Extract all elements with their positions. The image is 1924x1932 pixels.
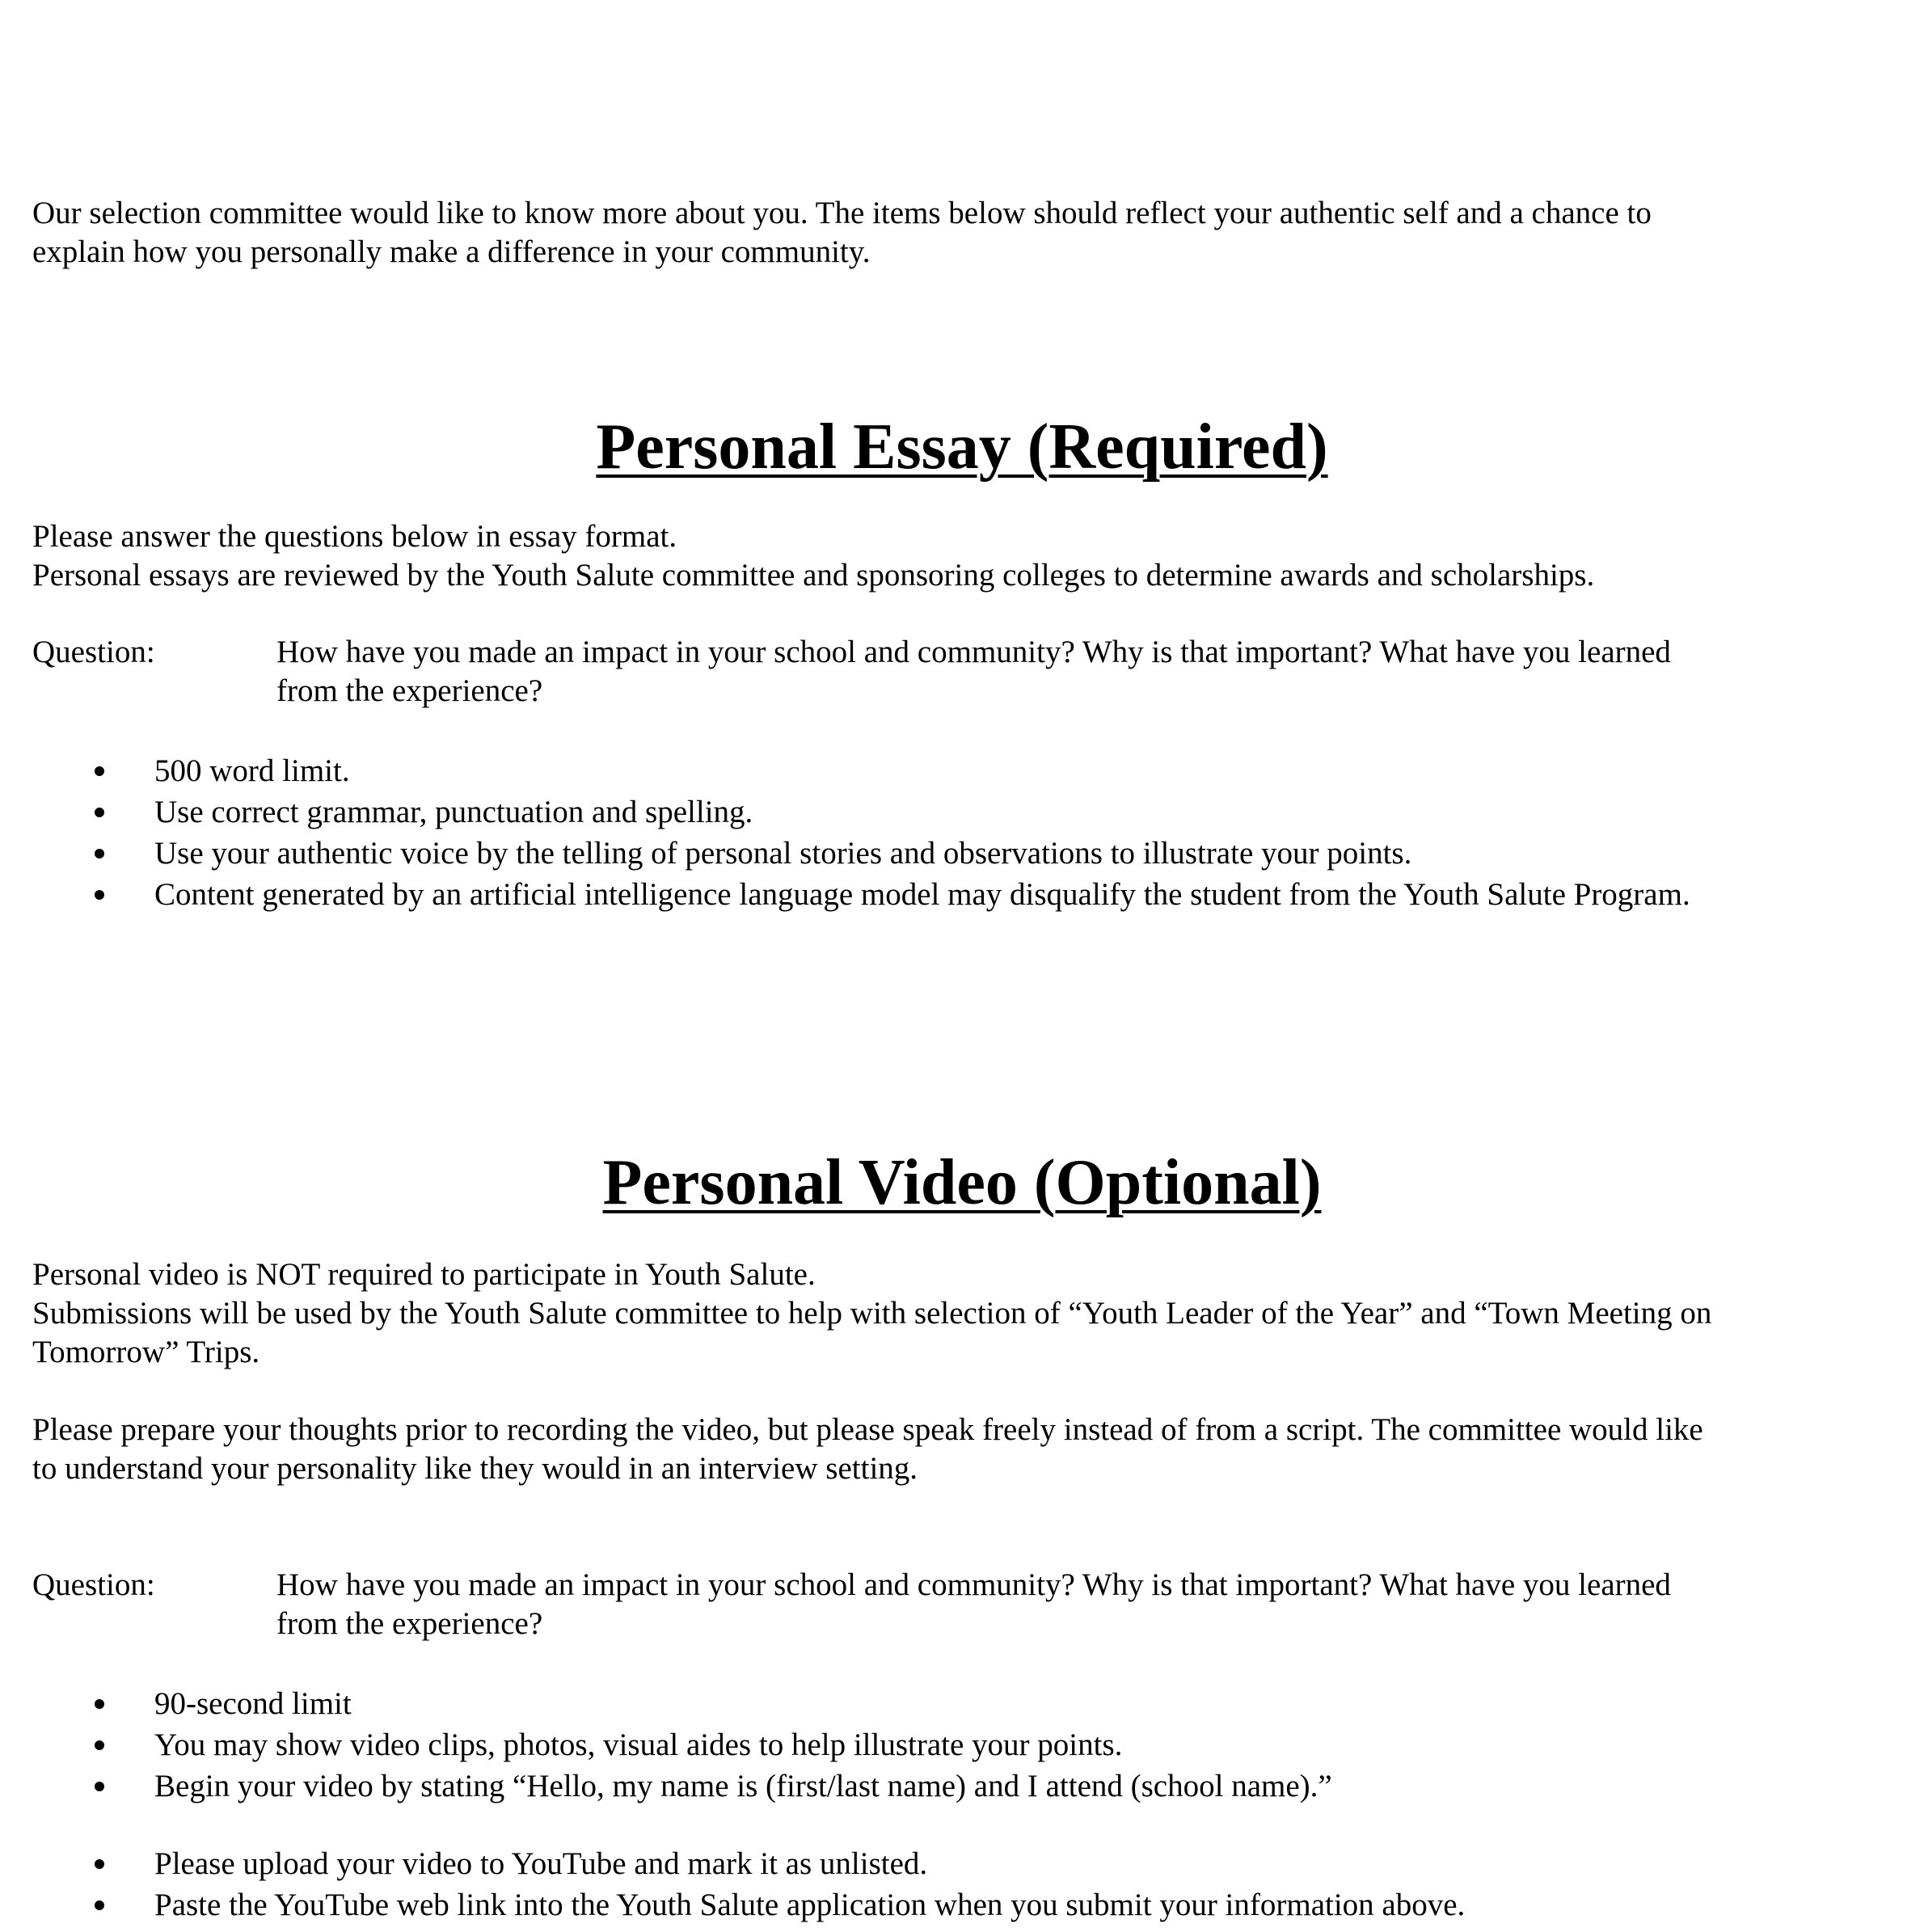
bullet-icon [95,1859,104,1869]
intro-line-1: Our selection committee would like to know more about you. The items below should reflect your authentic self and a chance to [32,196,1652,230]
essay-instructions-line-1: Please answer the questions below in essay format. [32,519,677,554]
video-question-line-1: How have you made an impact in your school and community? Why is that important? What have you learned [276,1567,1671,1602]
list-item [0,833,1924,874]
video-heading: Personal Video (Optional) [602,1147,1322,1218]
video-preparation-paragraph [32,1411,1892,1488]
video-question-label: Question: [32,1567,155,1602]
essay-question-label: Question: [32,635,155,669]
list-item-text: Use your authentic voice by the telling of personal stories and observations to illustrate your points. [154,836,1412,871]
list-item-text: Use correct grammar, punctuation and spelling. [154,795,753,829]
video-instructions [32,1255,1892,1372]
list-item [0,750,1924,791]
intro-paragraph [32,194,1892,272]
list-item [0,791,1924,833]
intro-line-2: explain how you personally make a difference in your community. [32,234,871,269]
video-requirements-list [0,1683,1924,1807]
video-instructions-line-3: Tomorrow” Trips. [32,1335,260,1369]
list-item [0,1884,1924,1926]
bullet-icon [95,1699,104,1709]
video-preparation-line-2: to understand your personality like they would in an interview setting. [32,1451,918,1486]
bullet-icon [95,890,104,900]
list-item-text: Please upload your video to YouTube and mark it as unlisted. [154,1846,928,1881]
essay-question-text [276,633,1812,711]
list-item [0,1765,1924,1807]
essay-requirements-list [0,750,1924,915]
list-item [0,874,1924,915]
bullet-icon [95,808,104,817]
bullet-icon [95,766,104,776]
bullet-icon [95,849,104,858]
essay-instructions-line-2: Personal essays are reviewed by the Youth Salute committee and sponsoring colleges to determine awards and scholarships. [32,558,1595,593]
video-preparation-line-1: Please prepare your thoughts prior to recording the video, but please speak freely instead of from a script. The committee would like [32,1412,1703,1447]
list-item [0,1724,1924,1765]
essay-instructions [32,517,1892,595]
video-instructions-line-2: Submissions will be used by the Youth Salute committee to help with selection of “Youth Leader of the Year” and “Town Meeting on [32,1296,1712,1331]
video-upload-list [0,1843,1924,1926]
video-instructions-line-1: Personal video is NOT required to participate in Youth Salute. [32,1257,816,1292]
essay-question-line-2: from the experience? [276,673,543,708]
essay-question-line-1: How have you made an impact in your school and community? Why is that important? What have you learned [276,635,1671,669]
video-question-text [276,1566,1812,1643]
list-item [0,1843,1924,1884]
list-item-text: 90-second limit [154,1686,352,1721]
bullet-icon [95,1740,104,1750]
list-item-text: Content generated by an artificial intelligence language model may disqualify the student from the Youth Salute Program. [154,877,1690,912]
bullet-icon [95,1782,104,1791]
essay-heading: Personal Essay (Required) [596,411,1328,483]
bullet-icon [95,1900,104,1910]
list-item-text: You may show video clips, photos, visual aides to help illustrate your points. [154,1727,1123,1762]
list-item-text: Begin your video by stating “Hello, my name is (first/last name) and I attend (school name).” [154,1769,1332,1803]
video-question-line-2: from the experience? [276,1606,543,1641]
list-item-text: 500 word limit. [154,753,350,788]
list-item [0,1683,1924,1724]
list-item-text: Paste the YouTube web link into the Youth Salute application when you submit your information above. [154,1888,1466,1922]
